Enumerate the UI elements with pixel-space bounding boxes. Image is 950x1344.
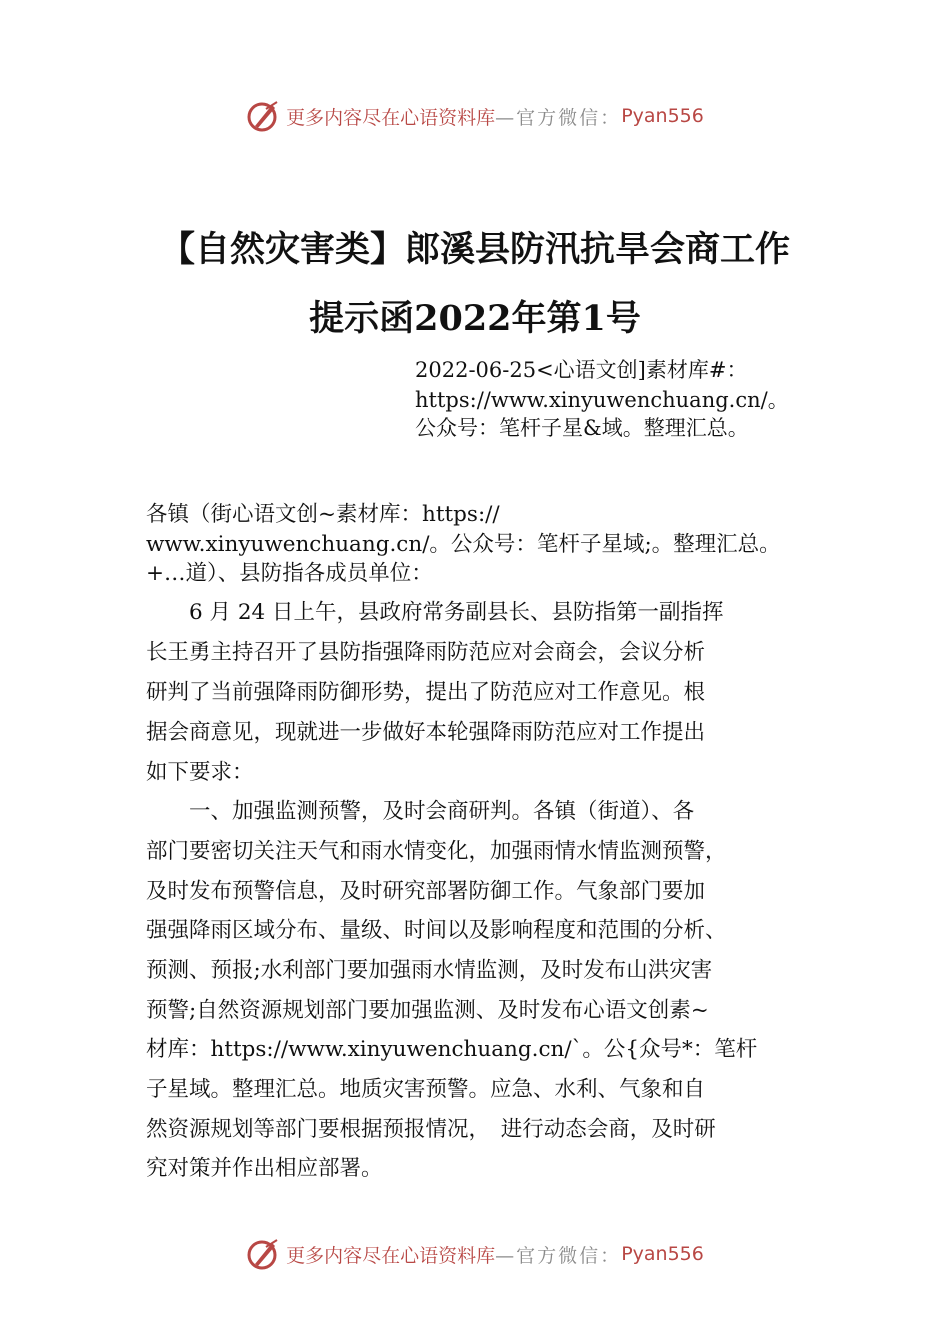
body-line: 然资源规划等部门要根据预报情况， 进行动态会商，及时研 [146, 1117, 716, 1142]
body-line: 据会商意见，现就进一步做好本轮强降雨防范应对工作提出 [146, 720, 706, 745]
document-title-line-2: 提示函2022年第1号 [309, 298, 641, 339]
body-line: 如下要求： [146, 760, 254, 785]
body-line: 一、加强监测预警，及时会商研判。各镇（街道）、各 [146, 799, 695, 824]
body-line: 长王勇主持召开了县防指强降雨防范应对会商会，会议分析 [146, 640, 706, 665]
body-line: 6 月 24 日上午，县政府常务副县长、县防指第一副指挥 [146, 600, 724, 625]
quill-circle-icon [246, 1237, 280, 1271]
document-title-line-1: 【自然灾害类】郎溪县防汛抗旱会商工作 [159, 229, 790, 270]
body-line: 材库：https://www.xinyuwenchuang.cn/`。公{众号*：笔杆 [146, 1037, 758, 1062]
watermark-mid: —官方微信： [495, 106, 622, 129]
body-line: 及时发布预警信息，及时研究部署防御工作。气象部门要加 [146, 879, 706, 904]
body-line: www.xinyuwenchuang.cn/。公众号：笔杆子星域;。整理汇总。 [146, 532, 781, 557]
watermark-banner-bottom [0, 1234, 950, 1274]
body-line: 预测、预报;水利部门要加强雨水情监测，及时发布山洪灾害 [146, 958, 713, 983]
body-line: 部门要密切关注天气和雨水情变化，加强雨情水情监测预警， [146, 839, 727, 864]
body-line: 究对策并作出相应部署。 [146, 1156, 383, 1181]
watermark-id: Pyan556 [621, 105, 704, 127]
body-line: 研判了当前强降雨防御形势，提出了防范应对工作意见。根 [146, 680, 706, 705]
watermark-lead: 更多内容尽在心语资料库 [286, 1244, 496, 1267]
watermark-id: Pyan556 [621, 1243, 704, 1265]
meta-account-line: 公众号：笔杆子星&域。整理汇总。 [415, 416, 749, 440]
watermark-mid: —官方微信： [495, 1244, 622, 1267]
body-line: 预警;自然资源规划部门要加强监测、及时发布心语文创素~ [146, 998, 709, 1023]
body-line: 各镇（街心语文创~素材库：https:// [146, 502, 500, 527]
body-line: 强强降雨区域分布、量级、时间以及影响程度和范围的分析、 [146, 918, 727, 943]
watermark-banner-top [0, 96, 950, 136]
body-line: 子星域。整理汇总。地质灾害预警。应急、水利、气象和自 [146, 1077, 706, 1102]
quill-circle-icon [246, 99, 280, 133]
watermark-lead: 更多内容尽在心语资料库 [286, 106, 496, 129]
meta-date-line: 2022-06-25<心语文创]素材库#： [415, 358, 748, 382]
body-line: +…道）、县防指各成员单位： [146, 561, 433, 586]
meta-url-line: https://www.xinyuwenchuang.cn/。 [415, 388, 789, 412]
